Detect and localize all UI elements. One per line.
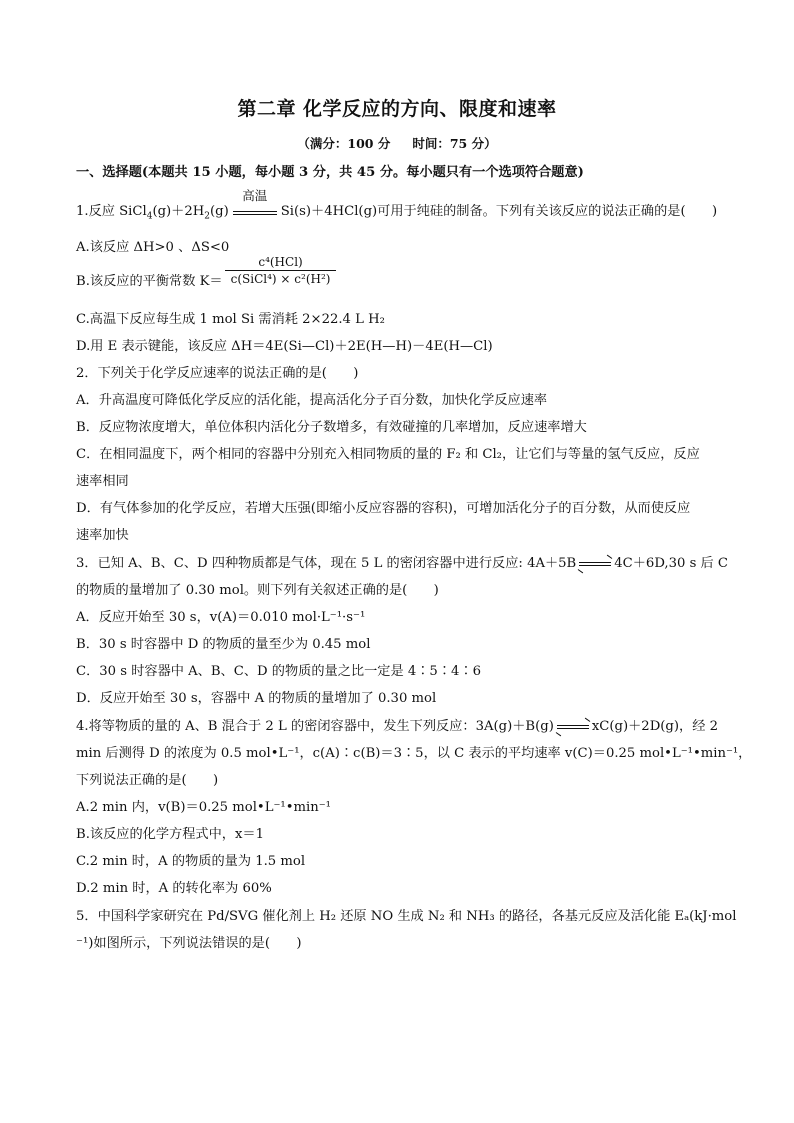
q3-stem-cont: 的物质的量增加了 0.30 mol。则下列有关叙述正确的是( ) — [76, 583, 439, 598]
q1-option-c: C.高温下反应每生成 1 mol Si 需消耗 2×22.4 L H₂ — [76, 312, 385, 327]
exam-info — [0, 134, 794, 152]
q4-stem-cont: min 后测得 D 的浓度为 0.5 mol•L⁻¹，c(A)∶c(B)＝3∶5，以 C 表示的平均速率 v(C)＝0.25 mol•L⁻¹•min⁻¹， — [76, 746, 752, 761]
reaction-condition-arrow: 高温 — [231, 203, 279, 221]
reversible-arrow — [555, 718, 591, 736]
q1-option-d: D.用 E 表示键能，该反应 ΔH＝4E(Si—Cl)＋2E(H—H)－4E(H—Cl) — [76, 339, 493, 354]
section-heading: 一、选择题(本题共 15 小题，每小题 3 分，共 45 分。每小题只有一个选项符合题意) — [76, 165, 584, 180]
q4-option-a: A.2 min 内，v(B)＝0.25 mol•L⁻¹•min⁻¹ — [76, 800, 331, 815]
q2-option-c: C．在相同温度下，两个相同的容器中分别充入相同物质的量的 F₂ 和 Cl₂，让它们与等量的氢气反应，反应 — [76, 447, 700, 462]
q3-option-b: B．30 s 时容器中 D 的物质的量至少为 0.45 mol — [76, 637, 371, 652]
q2-stem: 2．下列关于化学反应速率的说法正确的是( ) — [76, 366, 359, 381]
q1-option-b: B.该反应的平衡常数 K＝ $\frac{\text{c⁴(HCl)}}{\text{c(SiCl⁴) × c²(H²)}}$ — [76, 265, 724, 305]
time-info: 时间：75 分） — [412, 136, 497, 151]
q2-option-d-cont: 速率加快 — [76, 528, 129, 543]
q3-option-c: C．30 s 时容器中 A、B、C、D 的物质的量之比一定是 4∶5∶4∶6 — [76, 664, 481, 679]
q4-option-c: C.2 min 时，A 的物质的量为 1.5 mol — [76, 854, 306, 869]
q2-option-c-cont: 速率相同 — [76, 474, 129, 489]
q5-stem: 5．中国科学家研究在 Pd/SVG 催化剂上 H₂ 还原 NO 生成 N₂ 和 NH₃ 的路径，各基元反应及活化能 Eₐ(kJ·mol — [76, 909, 737, 924]
q2-option-a: A．升高温度可降低化学反应的活化能，提高活化分子百分数，加快化学反应速率 — [76, 393, 548, 408]
q5-stem-cont: ⁻¹)如图所示，下列说法错误的是( ) — [76, 936, 302, 951]
q2-option-b: B．反应物浓度增大，单位体积内活化分子数增多，有效碰撞的几率增加，反应速率增大 — [76, 420, 587, 435]
q2-option-d: D．有气体参加的化学反应，若增大压强(即缩小反应容器的容积)，可增加活化分子的百分数，从而使反应 — [76, 501, 691, 516]
reversible-arrow — [577, 555, 613, 573]
q4-stem: 4.将等物质的量的 A、B 混合于 2 L 的密闭容器中，发生下列反应：3A(g)＋B(g) xC(g)＋2D(g)，经 2 — [76, 718, 724, 736]
q4-option-b: B.该反应的化学方程式中，x＝1 — [76, 827, 264, 842]
q1-option-a: A.该反应 ΔH>0 、ΔS<0 — [76, 240, 230, 255]
q4-option-d: D.2 min 时，A 的转化率为 60% — [76, 881, 272, 896]
page-title: 第二章 化学反应的方向、限度和速率 — [237, 98, 557, 120]
q3-option-a: A．反应开始至 30 s，v(A)＝0.010 mol·L⁻¹·s⁻¹ — [76, 610, 366, 625]
score-info: （满分：100 分 — [297, 136, 391, 151]
q3-option-d: D．反应开始至 30 s，容器中 A 的物质的量增加了 0.30 mol — [76, 691, 437, 706]
q4-stem-cont-2: 下列说法正确的是( ) — [76, 773, 219, 788]
q3-stem: 3．已知 A、B、C、D 四种物质都是气体，现在 5 L 的密闭容器中进行反应: 4A＋5B 4C＋6D,30 s 后 C — [76, 555, 724, 573]
equilibrium-constant-fraction: $\frac{\text{c⁴(HCl)}}{\text{c(SiCl⁴) × c²(H²)}}$ — [225, 255, 337, 287]
q1-stem: 1.反应 $SiCl_4(g)+2H_2(g)$ 高温 Si(s)＋4HCl(g)可用于纯硅的制备。下列有关该反应的说法正确的是( ) — [76, 188, 718, 222]
